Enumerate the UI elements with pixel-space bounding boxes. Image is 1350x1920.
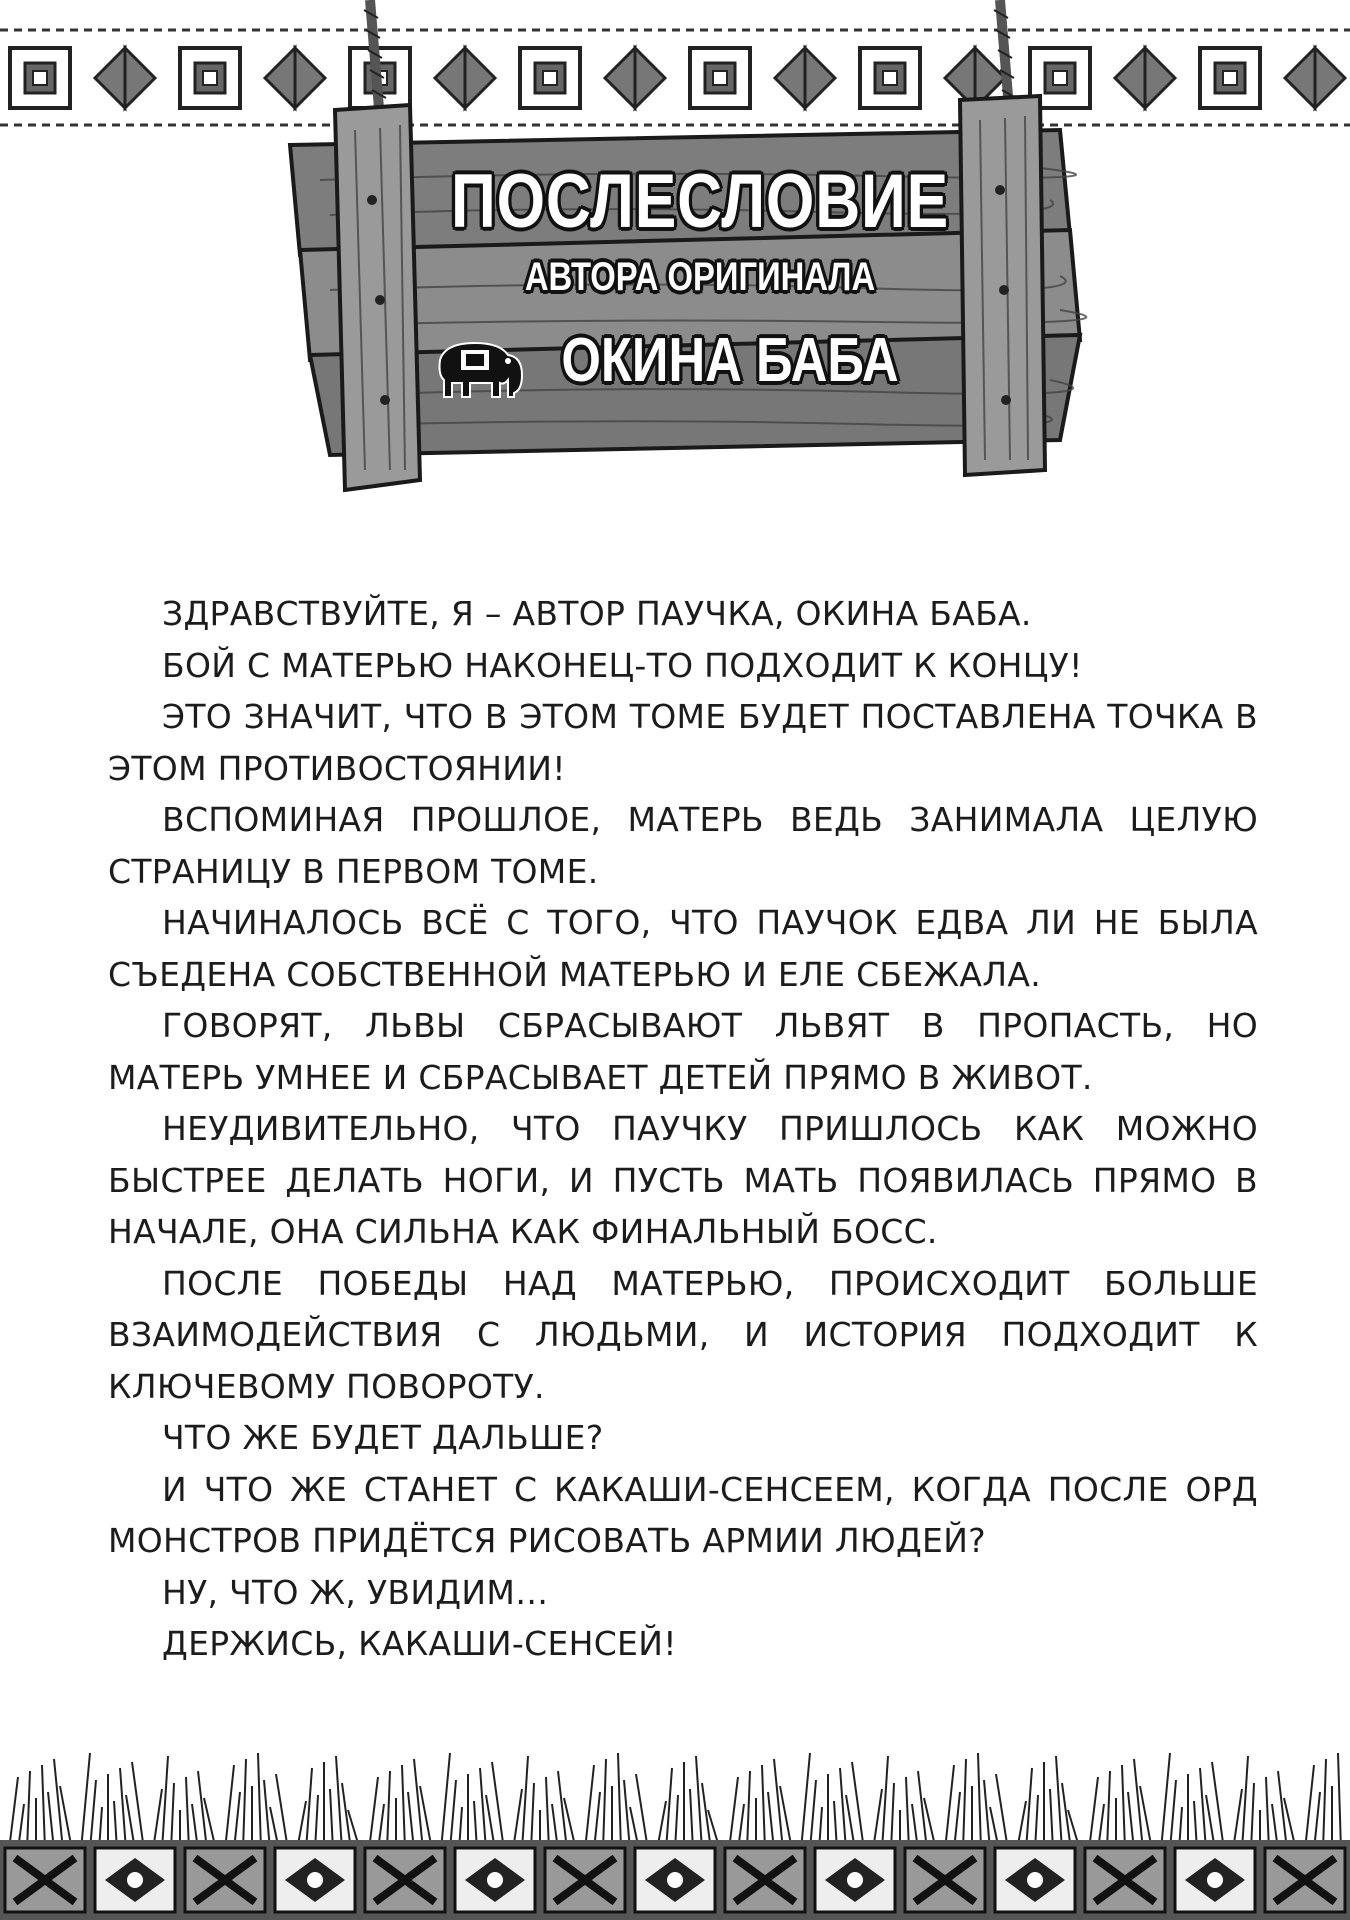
grass-blade <box>198 1771 207 1850</box>
border-eye <box>667 1872 683 1888</box>
paragraph-text: БОЙ С МАТЕРЬЮ НАКОНЕЦ-ТО ПОДХОДИТ К КОНЦУ! <box>162 645 1083 685</box>
elephant-icon <box>430 335 530 405</box>
paragraph <box>108 1000 1258 1103</box>
grass-blade <box>387 1771 390 1850</box>
border-eye <box>307 1872 323 1888</box>
grass-blade <box>696 1756 702 1850</box>
paragraph-text: ЭТО ЗНАЧИТ, ЧТО В ЭТОМ ТОМЕ БУДЕТ ПОСТАВЛЕНА ТОЧКА В ЭТОМ ПРОТИВОСТОЯНИИ! <box>108 697 1258 788</box>
grass-blade <box>774 1759 783 1850</box>
paragraph <box>108 1103 1258 1258</box>
paragraph <box>108 691 1258 794</box>
grass-blade <box>1200 1768 1206 1850</box>
grass-blade <box>306 1768 312 1850</box>
paragraph <box>108 1258 1258 1413</box>
grass-blade <box>882 1756 888 1850</box>
grass-blade <box>336 1756 342 1850</box>
grass-blade <box>258 1753 261 1850</box>
grass-blade <box>441 1753 450 1850</box>
paragraph-text: НАЧИНАЛОСЬ ВСЁ С ТОГО, ЧТО ПАУЧОК ЕДВА ЛИ НЕ БЫЛА СЪЕДЕНА СОБСТВЕННОЙ МАТЕРЬЮ И ЕЛЕ СБЕЖАЛА. <box>108 903 1258 994</box>
paragraph-text: И ЧТО ЖЕ СТАНЕТ С КАКАШИ-СЕНСЕЕМ, КОГДА ПОСЛЕ ОРД МОНСТРОВ ПРИДЁТСЯ РИСОВАТЬ АРМИИ ЛЮДЕЙ? <box>108 1469 1258 1560</box>
grass-blade <box>1242 1756 1248 1850</box>
grass-blade <box>402 1765 405 1850</box>
grass-blade <box>1161 1753 1170 1850</box>
bottom-ornamental-border <box>0 1840 1350 1920</box>
grass-blade <box>225 1765 234 1850</box>
grass-blade <box>801 1753 810 1850</box>
paragraph-text: ДЕРЖИСЬ, КАКАШИ-СЕНСЕЙ! <box>162 1624 677 1663</box>
sign-title: ПОСЛЕСЛОВИЕ <box>450 159 950 244</box>
grass-blade <box>963 1759 966 1850</box>
grass-blade <box>162 1756 168 1850</box>
grass-blade <box>1278 1771 1287 1850</box>
grass-blade <box>276 1774 288 1850</box>
paragraph-text: НЕУДИВИТЕЛЬНО, ЧТО ПАУЧКУ ПРИШЛОСЬ КАК МОЖНО БЫСТРЕЕ ДЕЛАТЬ НОГИ, И ПУСТЬ МАТЬ ПОЯВИЛАСЬ ПРЯМО В НАЧАЛЕ, ОНА СИЛЬНА КАК ФИНАЛЬНЫЙ БОСС. <box>108 1109 1258 1251</box>
border-eye <box>127 1872 143 1888</box>
paragraph <box>108 1618 1258 1670</box>
paragraph <box>108 588 1258 640</box>
grass-blade <box>747 1771 750 1850</box>
grass-blade <box>54 1759 63 1850</box>
grass-blade <box>243 1759 246 1850</box>
grass-blade <box>618 1753 621 1850</box>
border-eye <box>1207 1872 1223 1888</box>
grass-blade <box>1107 1771 1110 1850</box>
grass-blade <box>42 1765 45 1850</box>
border-eye <box>847 1872 863 1888</box>
grass-blade <box>120 1768 126 1850</box>
grass-blade <box>1305 1765 1314 1850</box>
paragraph-text: ЗДРАВСТВУЙТЕ, Я – АВТОР ПАУЧКА, ОКИНА БАБА. <box>162 594 1032 633</box>
border-eye <box>487 1872 503 1888</box>
grass-blade <box>81 1753 90 1850</box>
grass-blade <box>945 1765 954 1850</box>
grass-blade <box>918 1771 927 1850</box>
paragraph <box>108 1567 1258 1619</box>
grass-blade <box>636 1774 648 1850</box>
grass-blade <box>1323 1759 1326 1850</box>
paragraph-text: ГОВОРЯТ, ЛЬВЫ СБРАСЫВАЮТ ЛЬВЯТ В ПРОПАСТЬ, НО МАТЕРЬ УМНЕЕ И СБРАСЫВАЕТ ДЕТЕЙ ПРЯМО В ЖИВОТ. <box>108 1006 1258 1097</box>
grass-blade <box>585 1765 594 1850</box>
paragraph <box>108 1464 1258 1567</box>
grass-blade <box>978 1753 981 1850</box>
paragraph <box>108 640 1258 692</box>
grass-blade <box>840 1768 846 1850</box>
grass-decoration <box>0 1740 1350 1850</box>
grass-blade <box>603 1759 606 1850</box>
grass-blade <box>1134 1759 1143 1850</box>
grass-blade <box>480 1768 486 1850</box>
paragraph-text: ЧТО ЖЕ БУДЕТ ДАЛЬШЕ? <box>162 1418 604 1457</box>
border-eye <box>1027 1872 1043 1888</box>
grass-blade <box>522 1756 528 1850</box>
paragraph <box>108 794 1258 897</box>
grass-blade <box>558 1771 567 1850</box>
paragraph <box>108 1412 1258 1464</box>
grass-blade <box>414 1759 423 1850</box>
paragraph-text: НУ, ЧТО Ж, УВИДИМ… <box>162 1572 549 1612</box>
grass-blade <box>1056 1756 1062 1850</box>
grass-blade <box>666 1768 672 1850</box>
grass-blade <box>1338 1753 1341 1850</box>
grass-blade <box>1026 1768 1032 1850</box>
grass-blade <box>1122 1765 1125 1850</box>
paragraph-text: ПОСЛЕ ПОБЕДЫ НАД МАТЕРЬЮ, ПРОИСХОДИТ БОЛЬШЕ ВЗАИМОДЕЙСТВИЯ С ЛЮДЬМИ, И ИСТОРИЯ ПОДХОДИТ К КЛЮЧЕВОМУ ПОВОРОТУ. <box>108 1263 1258 1406</box>
paragraph-text: ВСПОМИНАЯ ПРОШЛОЕ, МАТЕРЬ ВЕДЬ ЗАНИМАЛА ЦЕЛУЮ СТРАНИЦУ В ПЕРВОМ ТОМЕ. <box>108 800 1258 891</box>
paragraph <box>108 897 1258 1000</box>
sign-author-name: ОКИНА БАБА <box>561 326 899 395</box>
grass-blade <box>27 1771 30 1850</box>
sign-subtitle: АВТОРА ОРИГИНАЛА <box>524 255 876 299</box>
grass-blade <box>762 1765 765 1850</box>
grass-blade <box>996 1774 1008 1850</box>
afterword-text <box>108 588 1258 1670</box>
